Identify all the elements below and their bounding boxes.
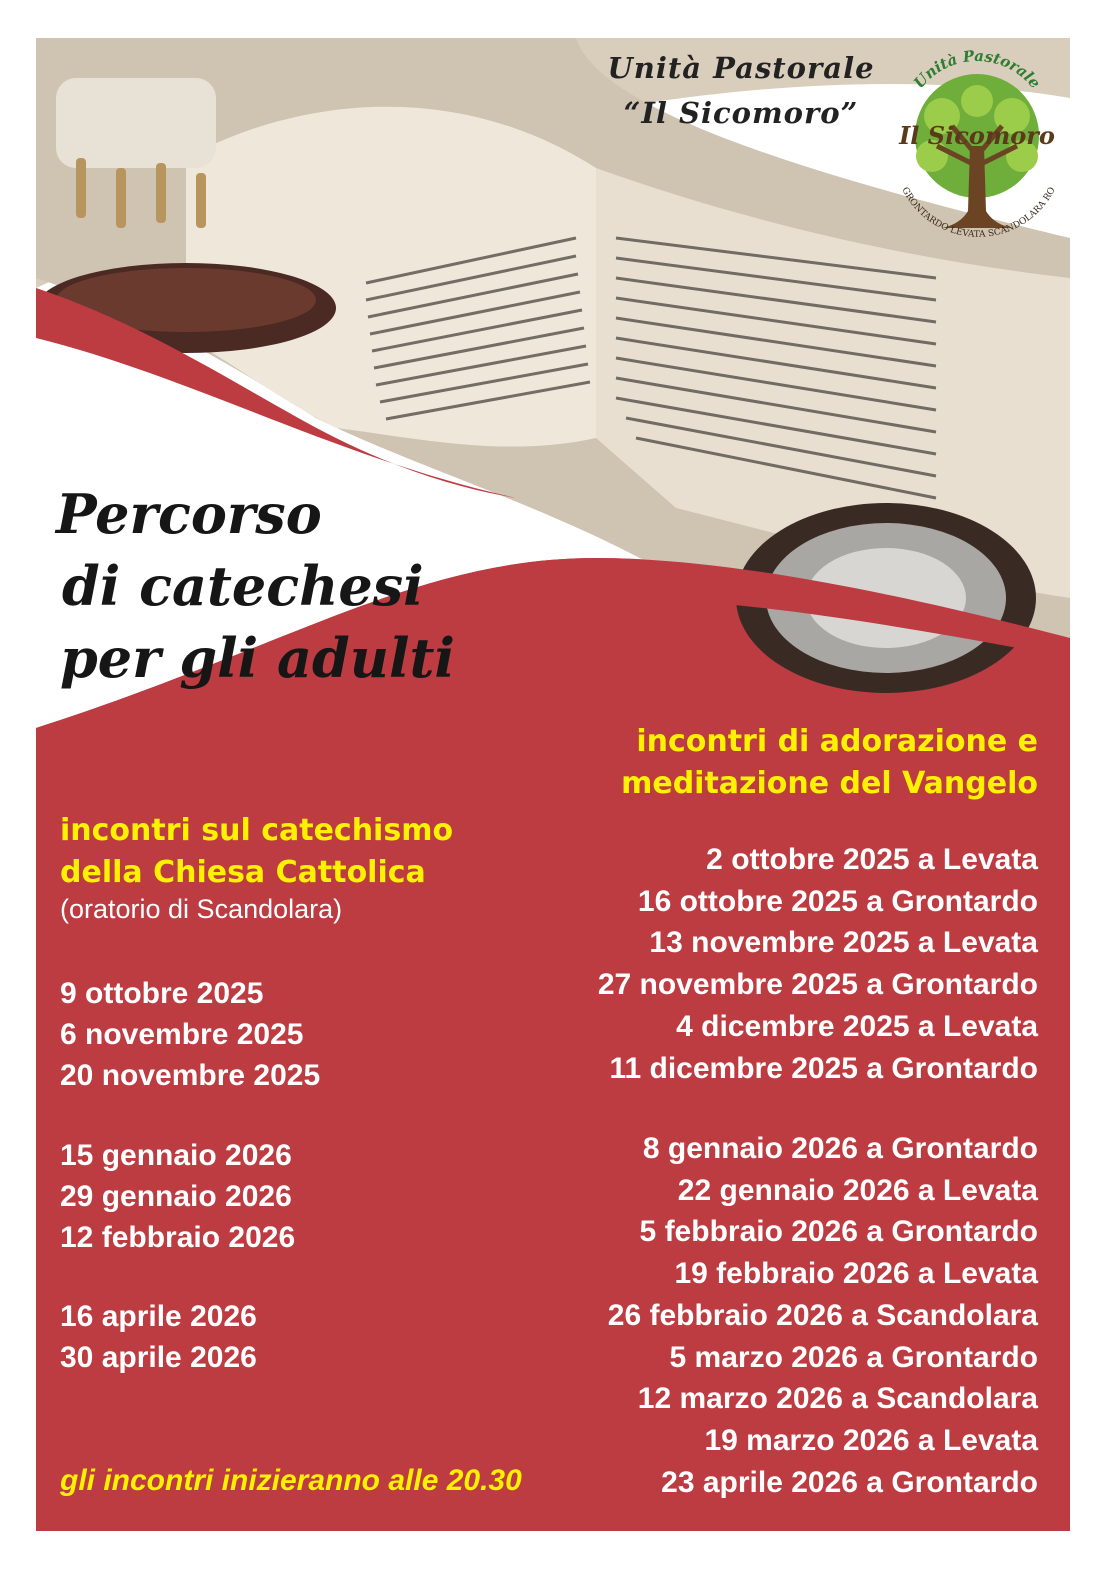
catechism-date: 15 gennaio 2026 [60, 1139, 292, 1172]
adoration-date: 12 marzo 2026 a Scandolara [637, 1382, 1038, 1416]
catechism-heading [60, 810, 453, 894]
catechism-date: 16 aprile 2026 [60, 1300, 257, 1333]
adoration-date: 16 ottobre 2025 a Grontardo [637, 884, 1038, 918]
catechism-date: 20 novembre 2025 [60, 1059, 321, 1092]
header-org-line1: Unità Pastorale [607, 51, 875, 85]
main-title-line3: per gli adulti [60, 626, 455, 690]
catechism-date: 6 novembre 2025 [60, 1018, 304, 1051]
adoration-dates-group2 [608, 1128, 1038, 1503]
header-org-name [581, 46, 901, 136]
adoration-date: 22 gennaio 2026 a Levata [677, 1173, 1038, 1207]
main-title [56, 478, 516, 694]
catechism-date: 12 febbraio 2026 [60, 1221, 296, 1254]
adoration-date: 11 dicembre 2025 a Grontardo [609, 1051, 1038, 1085]
catechism-location: (oratorio di Scandolara) [60, 894, 343, 924]
adoration-date: 5 marzo 2026 a Grontardo [669, 1340, 1038, 1374]
main-title-line2: di catechesi [62, 554, 424, 618]
adoration-heading-line1: incontri di adorazione e [636, 724, 1038, 759]
adoration-date: 5 febbraio 2026 a Grontardo [639, 1215, 1038, 1249]
catechism-dates-group1 [60, 973, 320, 1096]
catechism-date: 9 ottobre 2025 [60, 977, 264, 1010]
start-time-note: gli incontri inizieranno alle 20.30 [60, 1464, 522, 1497]
logo-bottom-text: GRONTARDO LEVATA SCANDOLARA RO [899, 185, 1058, 240]
adoration-date: 27 novembre 2025 a Grontardo [597, 968, 1038, 1002]
adoration-date: 19 febbraio 2026 a Levata [674, 1257, 1038, 1291]
poster [36, 38, 1070, 1531]
header-org-line2: “Il Sicomoro” [623, 96, 859, 130]
catechism-dates-group3 [60, 1296, 257, 1378]
adoration-date: 23 aprile 2026 a Grontardo [661, 1465, 1038, 1499]
catechism-date: 30 aprile 2026 [60, 1341, 257, 1374]
adoration-heading-line2: meditazione del Vangelo [621, 766, 1038, 801]
adoration-date: 4 dicembre 2025 a Levata [676, 1009, 1038, 1043]
adoration-date: 13 novembre 2025 a Levata [649, 926, 1038, 960]
adoration-dates-group1 [598, 839, 1038, 1089]
logo-name-text: Il Sicomoro [899, 121, 1055, 150]
logo-top-text: Unità Pastorale [910, 46, 1045, 92]
adoration-date: 2 ottobre 2025 a Levata [706, 843, 1038, 876]
catechism-heading-line2: della Chiesa Cattolica [60, 855, 426, 890]
adoration-heading [621, 721, 1038, 805]
catechism-date: 29 gennaio 2026 [60, 1180, 292, 1213]
adoration-date: 19 marzo 2026 a Levata [704, 1423, 1038, 1457]
adoration-date: 26 febbraio 2026 a Scandolara [607, 1298, 1038, 1332]
sicomoro-logo [882, 46, 1070, 246]
adoration-date: 8 gennaio 2026 a Grontardo [642, 1132, 1038, 1165]
catechism-dates-group2 [60, 1135, 295, 1258]
main-title-line1: Percorso [56, 482, 322, 546]
catechism-heading-line1: incontri sul catechismo [60, 813, 454, 848]
